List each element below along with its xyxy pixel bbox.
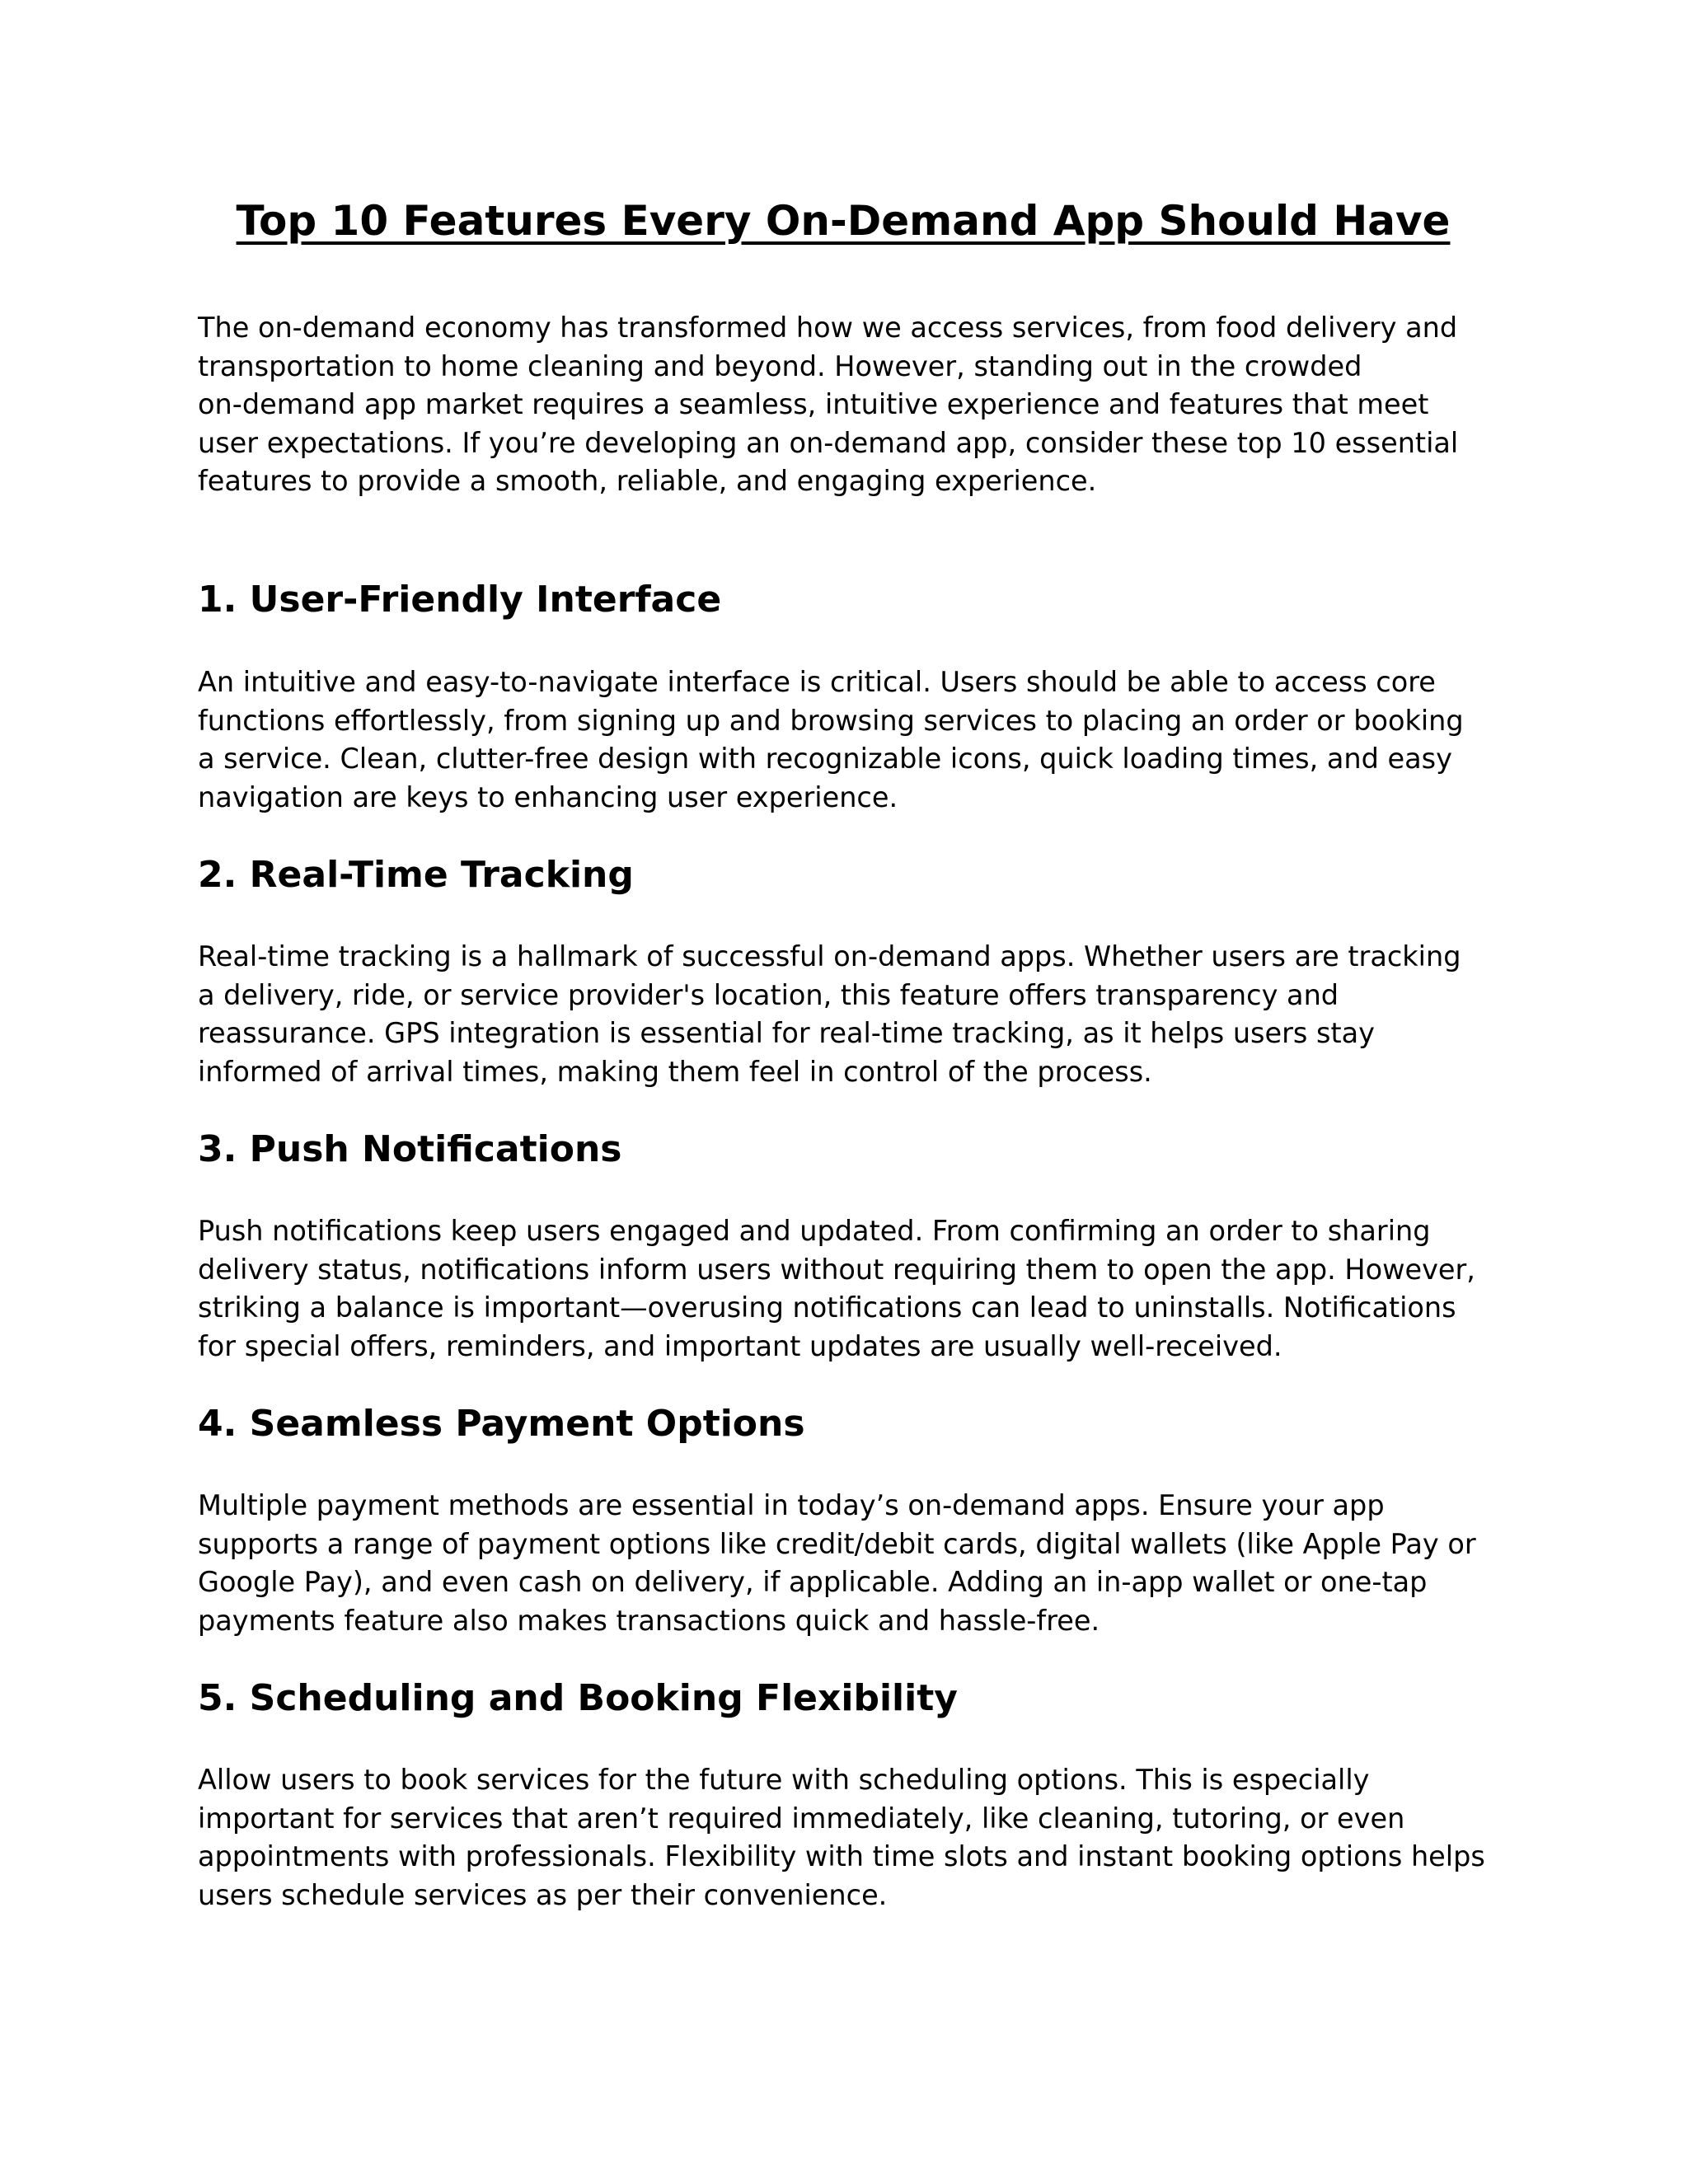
section-heading-push-notifications: 3. Push Notifications xyxy=(198,1128,622,1170)
paragraph-line: users schedule services as per their convenience. xyxy=(198,1878,888,1911)
section-heading-user-friendly-interface: 1. User-Friendly Interface xyxy=(198,579,722,621)
paragraph-line: Real-time tracking is a hallmark of successful on-demand apps. Whether users are tracking xyxy=(198,940,1461,972)
paragraph-line: delivery status, notifications inform users without requiring them to open the app. However, xyxy=(198,1253,1475,1286)
paragraph-line: The on-demand economy has transformed how we access services, from food delivery and xyxy=(198,312,1458,344)
section-paragraph-scheduling-and-booking-flexibility xyxy=(198,1761,1525,1915)
paragraph-line: supports a range of payment options like credit/debit cards, digital wallets (like Apple Pay or xyxy=(198,1527,1476,1560)
intro-paragraph xyxy=(198,309,1525,501)
paragraph-line: navigation are keys to enhancing user experience. xyxy=(198,780,898,813)
section-paragraph-seamless-payment-options xyxy=(198,1487,1525,1640)
section-paragraph-real-time-tracking xyxy=(198,938,1525,1091)
paragraph-line: striking a balance is important—overusing notifications can lead to uninstalls. Notifications xyxy=(198,1291,1456,1324)
section-paragraph-push-notifications xyxy=(198,1212,1525,1366)
paragraph-line: a service. Clean, clutter-free design with recognizable icons, quick loading times, and easy xyxy=(198,743,1452,775)
paragraph-line: functions effortlessly, from signing up and browsing services to placing an order or booking xyxy=(198,704,1464,737)
paragraph-line: important for services that aren’t required immediately, like cleaning, tutoring, or even xyxy=(198,1802,1405,1835)
paragraph-line: a delivery, ride, or service provider's location, this feature offers transparency and xyxy=(198,978,1339,1011)
paragraph-line: on-demand app market requires a seamless, intuitive experience and features that meet xyxy=(198,388,1429,420)
section-paragraph-user-friendly-interface xyxy=(198,663,1525,817)
section-heading-real-time-tracking: 2. Real-Time Tracking xyxy=(198,854,634,896)
paragraph-line: features to provide a smooth, reliable, and engaging experience. xyxy=(198,465,1097,497)
paragraph-line: Multiple payment methods are essential in today’s on-demand apps. Ensure your app xyxy=(198,1489,1385,1521)
paragraph-line: user expectations. If you’re developing an on-demand app, consider these top 10 essential xyxy=(198,426,1459,459)
paragraph-line: payments feature also makes transactions quick and hassle-free. xyxy=(198,1604,1100,1637)
section-heading-scheduling-and-booking-flexibility: 5. Scheduling and Booking Flexibility xyxy=(198,1677,958,1719)
section-heading-seamless-payment-options: 4. Seamless Payment Options xyxy=(198,1403,805,1445)
paragraph-line: reassurance. GPS integration is essential for real-time tracking, as it helps users stay xyxy=(198,1017,1375,1049)
paragraph-line: Push notifications keep users engaged and updated. From confirming an order to sharing xyxy=(198,1215,1431,1247)
paragraph-line: transportation to home cleaning and beyond. However, standing out in the crowded xyxy=(198,349,1362,382)
paragraph-line: An intuitive and easy-to-navigate interface is critical. Users should be able to access core xyxy=(198,666,1436,698)
paragraph-line: appointments with professionals. Flexibility with time slots and instant booking options helps xyxy=(198,1840,1485,1872)
paragraph-line: Google Pay), and even cash on delivery, if applicable. Adding an in-app wallet or one-tap xyxy=(198,1566,1428,1598)
paragraph-line: Allow users to book services for the future with scheduling options. This is especially xyxy=(198,1764,1370,1796)
paragraph-line: informed of arrival times, making them feel in control of the process. xyxy=(198,1055,1152,1088)
paragraph-line: for special offers, reminders, and important updates are usually well-received. xyxy=(198,1329,1282,1362)
document-title: Top 10 Features Every On-Demand App Should Have xyxy=(236,197,1451,245)
